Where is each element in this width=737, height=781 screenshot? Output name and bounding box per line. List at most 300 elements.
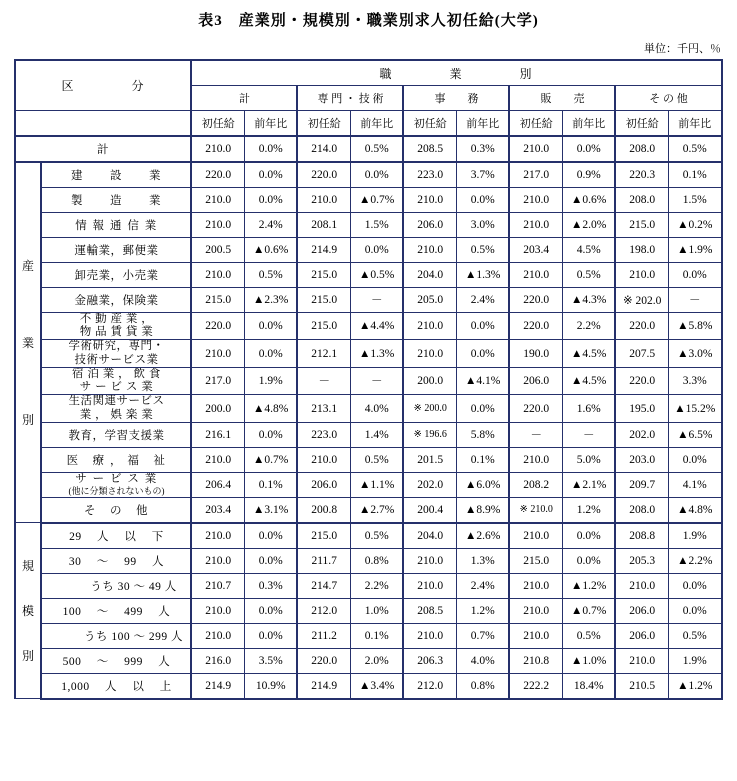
cell-value: 223.0 [297, 422, 350, 447]
cell-value: 210.0 [509, 447, 562, 472]
cell-value: 2.2% [562, 313, 615, 340]
cell-value: 4.5% [562, 238, 615, 263]
row-label-line2: 技術サービス業 [74, 353, 159, 366]
table-row-industry [15, 313, 721, 340]
cell-value: ▲2.1% [562, 472, 615, 497]
cell-value: 210.0 [191, 188, 244, 213]
cell-value: ▲0.6% [244, 238, 297, 263]
cell-value: 1.6% [562, 395, 615, 422]
table-row-industry [15, 497, 721, 523]
cell-value: 210.0 [191, 447, 244, 472]
cell-value: 1.3% [456, 548, 509, 573]
cell-value: 190.0 [509, 340, 562, 367]
cell-value: 217.0 [509, 162, 562, 188]
row-label [41, 313, 191, 340]
cell-value: 0.0% [244, 548, 297, 573]
cell-value: 210.0 [403, 238, 456, 263]
cell-value: 214.9 [191, 673, 244, 699]
cell-value: 0.5% [350, 447, 403, 472]
cell-value: 0.5% [562, 263, 615, 288]
header-col-total: 計 [191, 86, 297, 111]
cell-value: ▲3.1% [244, 497, 297, 523]
header-col-other: そ の 他 [615, 86, 721, 111]
cell-value: ※ 202.0 [615, 288, 668, 313]
row-label: 医 療 ， 福 祉 [41, 447, 191, 472]
cell-value: ▲6.0% [456, 472, 509, 497]
cell-value: 211.7 [297, 548, 350, 573]
cell-value: ▲3.4% [350, 673, 403, 699]
row-label: 29 人 以 下 [41, 523, 191, 549]
cell-value: 195.0 [615, 395, 668, 422]
cell-value: 0.0% [562, 136, 615, 162]
cell-value: 212.1 [297, 340, 350, 367]
cell-value: 220.0 [509, 288, 562, 313]
row-label-line1: 生活関連サービス [68, 395, 165, 408]
cell-value: 200.5 [191, 238, 244, 263]
cell-value: 210.0 [509, 213, 562, 238]
cell-value: 202.0 [615, 422, 668, 447]
cell-value: 0.5% [562, 623, 615, 648]
cell-value: 203.0 [615, 447, 668, 472]
cell-value: 210.0 [509, 136, 562, 162]
cell-value: ※ 196.6 [403, 422, 456, 447]
cell-value: 0.0% [244, 313, 297, 340]
cell-value: 220.3 [615, 162, 668, 188]
cell-value: ▲0.5% [350, 263, 403, 288]
cell-value: 209.7 [615, 472, 668, 497]
cell-value: 210.0 [191, 136, 244, 162]
cell-value: 0.8% [350, 548, 403, 573]
cell-value: 220.0 [191, 313, 244, 340]
cell-value: ▲1.0% [562, 648, 615, 673]
row-label-line2: 物 品 賃 貸 業 [79, 326, 154, 339]
cell-value: 0.0% [668, 573, 721, 598]
side-label-scale [15, 523, 41, 699]
cell-value: 211.2 [297, 623, 350, 648]
row-label-line2: 業 ， 娯 楽 業 [79, 408, 154, 421]
cell-value: 0.1% [668, 162, 721, 188]
cell-value: 210.0 [509, 573, 562, 598]
cell-value: 223.0 [403, 162, 456, 188]
cell-value: ▲0.7% [562, 598, 615, 623]
cell-value: 213.1 [297, 395, 350, 422]
cell-value: 206.0 [615, 598, 668, 623]
cell-value: 0.0% [562, 548, 615, 573]
cell-value: ▲1.3% [350, 340, 403, 367]
cell-value: 0.0% [350, 162, 403, 188]
table-row-scale [15, 573, 721, 598]
cell-value: 0.7% [456, 623, 509, 648]
cell-value: 0.0% [244, 136, 297, 162]
cell-value: 210.0 [615, 263, 668, 288]
side-label-char: 規 [21, 559, 35, 574]
table-row-industry [15, 263, 721, 288]
cell-value: 210.5 [615, 673, 668, 699]
cell-value: 0.0% [456, 340, 509, 367]
table-row-total [15, 136, 721, 162]
cell-value: 210.0 [403, 623, 456, 648]
cell-value: 3.5% [244, 648, 297, 673]
cell-value: 0.8% [456, 673, 509, 699]
side-label-industry [15, 162, 41, 523]
row-label: 運輸業，郵便業 [41, 238, 191, 263]
cell-value: ▲1.2% [668, 673, 721, 699]
cell-value: 206.4 [191, 472, 244, 497]
cell-value: 0.9% [562, 162, 615, 188]
cell-value: 0.5% [668, 136, 721, 162]
cell-value: 210.0 [615, 648, 668, 673]
cell-value: ▲4.5% [562, 367, 615, 394]
cell-value: 210.0 [509, 263, 562, 288]
cell-value: ▲0.7% [350, 188, 403, 213]
cell-value: 0.0% [456, 395, 509, 422]
cell-value: ▲4.8% [668, 497, 721, 523]
table-row-industry [15, 213, 721, 238]
cell-value: ▲8.9% [456, 497, 509, 523]
cell-value: 5.0% [562, 447, 615, 472]
cell-value: 0.0% [244, 340, 297, 367]
cell-value: 0.1% [350, 623, 403, 648]
header-sub-other-start: 初任給 [615, 111, 668, 137]
header-sub-total-start: 初任給 [191, 111, 244, 137]
cell-value: 220.0 [297, 648, 350, 673]
cell-value: 214.0 [297, 136, 350, 162]
cell-value: 0.0% [668, 447, 721, 472]
cell-value: 202.0 [403, 472, 456, 497]
row-label: そ の 他 [41, 497, 191, 523]
cell-value: － [350, 367, 403, 394]
table-row-industry [15, 395, 721, 422]
cell-value: 3.0% [456, 213, 509, 238]
row-label: 卸売業，小売業 [41, 263, 191, 288]
cell-value: 2.0% [350, 648, 403, 673]
cell-value: 0.0% [244, 162, 297, 188]
cell-value: 0.0% [350, 238, 403, 263]
cell-value: ▲15.2% [668, 395, 721, 422]
cell-value: ▲2.3% [244, 288, 297, 313]
row-label: 1,000 人 以 上 [41, 673, 191, 699]
table-header-row-1 [15, 60, 721, 86]
page-title: 表3 産業別・規模別・職業別求人初任給(大学) [198, 13, 539, 29]
table-row-industry [15, 288, 721, 313]
cell-value: 208.2 [509, 472, 562, 497]
cell-value: 201.5 [403, 447, 456, 472]
cell-value: 214.9 [297, 238, 350, 263]
header-sub-other-yoy: 前年比 [668, 111, 721, 137]
cell-value: 3.3% [668, 367, 721, 394]
row-label: 教育，学習支援業 [41, 422, 191, 447]
cell-value: 216.1 [191, 422, 244, 447]
cell-value: 208.8 [615, 523, 668, 549]
cell-value: ▲3.0% [668, 340, 721, 367]
header-sub-prof-yoy: 前年比 [350, 111, 403, 137]
cell-value: 220.0 [509, 395, 562, 422]
row-label [41, 340, 191, 367]
row-label [41, 395, 191, 422]
cell-value: 215.0 [297, 523, 350, 549]
cell-value: 220.0 [191, 162, 244, 188]
data-table [14, 59, 722, 700]
cell-value: ▲4.5% [562, 340, 615, 367]
cell-value: 210.0 [509, 598, 562, 623]
cell-value: 210.0 [297, 188, 350, 213]
cell-value: 220.0 [509, 313, 562, 340]
header-sub-sales-yoy: 前年比 [562, 111, 615, 137]
row-label-note: (他に分類されないもの) [68, 486, 165, 497]
row-label: 計 [15, 136, 191, 162]
row-label-line1: 学術研究，専門・ [68, 340, 165, 353]
cell-value: 208.0 [615, 497, 668, 523]
table-row-scale [15, 523, 721, 549]
cell-value: 1.2% [562, 497, 615, 523]
header-col-sales: 販 売 [509, 86, 615, 111]
cell-value: 0.0% [244, 422, 297, 447]
cell-value: 222.2 [509, 673, 562, 699]
cell-value: 210.0 [615, 573, 668, 598]
cell-value: 0.0% [244, 598, 297, 623]
cell-value: ▲6.5% [668, 422, 721, 447]
cell-value: 220.0 [615, 367, 668, 394]
table-row-industry [15, 472, 721, 497]
cell-value: 0.1% [456, 447, 509, 472]
cell-value: 210.0 [191, 213, 244, 238]
cell-value: 1.9% [244, 367, 297, 394]
cell-value: 210.0 [509, 523, 562, 549]
cell-value: ▲0.7% [244, 447, 297, 472]
row-label-line1: 不 動 産 業 ， [79, 313, 154, 325]
cell-value: 2.2% [350, 573, 403, 598]
cell-value: 210.8 [509, 648, 562, 673]
side-label-char: 業 [21, 336, 35, 351]
cell-value: ▲2.0% [562, 213, 615, 238]
cell-value: 206.0 [615, 623, 668, 648]
cell-value: 0.5% [668, 623, 721, 648]
cell-value: ▲4.1% [456, 367, 509, 394]
cell-value: 0.5% [350, 136, 403, 162]
cell-value: 210.0 [403, 188, 456, 213]
cell-value: 210.0 [191, 263, 244, 288]
side-label-char: 産 [21, 259, 35, 274]
header-section-label: 区 分 [15, 60, 191, 111]
cell-value: 206.3 [403, 648, 456, 673]
cell-value: 0.0% [244, 523, 297, 549]
cell-value: ▲4.3% [562, 288, 615, 313]
table-row-industry [15, 447, 721, 472]
header-col-clerical: 事 務 [403, 86, 509, 111]
cell-value: 0.1% [244, 472, 297, 497]
cell-value: 215.0 [297, 288, 350, 313]
row-label [41, 472, 191, 497]
row-label-line2: サ ー ビ ス 業 [79, 381, 154, 394]
cell-value: ▲1.2% [562, 573, 615, 598]
cell-value: 0.5% [244, 263, 297, 288]
cell-value: ▲0.2% [668, 213, 721, 238]
cell-value: ▲1.9% [668, 238, 721, 263]
cell-value: 4.1% [668, 472, 721, 497]
table-header-row-3 [15, 111, 721, 137]
cell-value: 0.5% [456, 238, 509, 263]
table-row-industry [15, 162, 721, 188]
cell-value: ※ 200.0 [403, 395, 456, 422]
cell-value: 215.0 [509, 548, 562, 573]
row-label: 製 造 業 [41, 188, 191, 213]
side-label-char: 別 [21, 649, 35, 664]
cell-value: 0.5% [350, 523, 403, 549]
side-label-char: 別 [21, 413, 35, 428]
cell-value: 0.3% [456, 136, 509, 162]
cell-value: 217.0 [191, 367, 244, 394]
cell-value: 210.0 [191, 548, 244, 573]
cell-value: 2.4% [244, 213, 297, 238]
cell-value: － [668, 288, 721, 313]
cell-value: 204.0 [403, 523, 456, 549]
cell-value: 210.0 [403, 573, 456, 598]
cell-value: 215.0 [297, 313, 350, 340]
cell-value: 214.9 [297, 673, 350, 699]
header-sub-sales-start: 初任給 [509, 111, 562, 137]
cell-value: 0.0% [244, 623, 297, 648]
cell-value: 1.0% [350, 598, 403, 623]
cell-value: － [350, 288, 403, 313]
cell-value: 210.0 [403, 548, 456, 573]
cell-value: 0.0% [456, 188, 509, 213]
cell-value: 1.4% [350, 422, 403, 447]
cell-value: 1.9% [668, 648, 721, 673]
cell-value: ▲2.6% [456, 523, 509, 549]
cell-value: 206.0 [297, 472, 350, 497]
cell-value: 208.0 [615, 136, 668, 162]
row-label: 100 ～ 499 人 [41, 598, 191, 623]
cell-value: 5.8% [456, 422, 509, 447]
table-row-industry [15, 238, 721, 263]
cell-value: ▲1.3% [456, 263, 509, 288]
cell-value: 200.4 [403, 497, 456, 523]
row-label: 30 ～ 99 人 [41, 548, 191, 573]
cell-value: 210.0 [403, 340, 456, 367]
row-label: 金融業，保険業 [41, 288, 191, 313]
unit-note: 単位：千円、％ [644, 43, 721, 55]
cell-value: 210.0 [297, 447, 350, 472]
row-label: うち 30 ～ 49 人 [41, 573, 191, 598]
cell-value: 206.0 [403, 213, 456, 238]
header-sub-cler-start: 初任給 [403, 111, 456, 137]
cell-value: 203.4 [191, 497, 244, 523]
cell-value: 215.0 [191, 288, 244, 313]
cell-value: ※ 210.0 [509, 497, 562, 523]
cell-value: 207.5 [615, 340, 668, 367]
cell-value: ▲4.4% [350, 313, 403, 340]
cell-value: ▲1.1% [350, 472, 403, 497]
cell-value: － [562, 422, 615, 447]
row-label-line1: サ ー ビ ス 業 [75, 472, 158, 485]
cell-value: 200.8 [297, 497, 350, 523]
cell-value: 0.0% [668, 598, 721, 623]
cell-value: 210.0 [191, 623, 244, 648]
cell-value: 0.0% [244, 188, 297, 213]
cell-value: 1.2% [456, 598, 509, 623]
row-label-line1: 宿 泊 業 ， 飲 食 [72, 367, 161, 380]
table-row-industry [15, 367, 721, 394]
cell-value: 1.9% [668, 523, 721, 549]
cell-value: 214.7 [297, 573, 350, 598]
row-label [41, 367, 191, 394]
header-group-label: 職 業 別 [191, 60, 721, 86]
cell-value: 205.0 [403, 288, 456, 313]
cell-value: 220.0 [615, 313, 668, 340]
cell-value: 210.0 [191, 340, 244, 367]
header-sub-total-yoy: 前年比 [244, 111, 297, 137]
side-label-char: 模 [21, 604, 35, 619]
header-sub-cler-yoy: 前年比 [456, 111, 509, 137]
cell-value: 0.0% [562, 523, 615, 549]
row-label: 建 設 業 [41, 162, 191, 188]
cell-value: 205.3 [615, 548, 668, 573]
cell-value: 1.5% [350, 213, 403, 238]
cell-value: 210.0 [509, 623, 562, 648]
header-sub-prof-start: 初任給 [297, 111, 350, 137]
cell-value: 0.3% [244, 573, 297, 598]
cell-value: ▲2.7% [350, 497, 403, 523]
cell-value: 0.0% [456, 313, 509, 340]
cell-value: 18.4% [562, 673, 615, 699]
table-row-industry [15, 422, 721, 447]
cell-value: 220.0 [297, 162, 350, 188]
cell-value: ▲5.8% [668, 313, 721, 340]
cell-value: 200.0 [403, 367, 456, 394]
cell-value: 210.0 [403, 313, 456, 340]
cell-value: 210.7 [191, 573, 244, 598]
cell-value: 4.0% [350, 395, 403, 422]
row-label: 情 報 通 信 業 [41, 213, 191, 238]
header-blank [15, 111, 191, 137]
cell-value: 208.0 [615, 188, 668, 213]
cell-value: 200.0 [191, 395, 244, 422]
cell-value: 210.0 [509, 188, 562, 213]
table-row-scale [15, 673, 721, 699]
cell-value: 215.0 [615, 213, 668, 238]
table-row-scale [15, 548, 721, 573]
cell-value: 216.0 [191, 648, 244, 673]
cell-value: 198.0 [615, 238, 668, 263]
cell-value: 206.0 [509, 367, 562, 394]
cell-value: 203.4 [509, 238, 562, 263]
row-label: 500 ～ 999 人 [41, 648, 191, 673]
cell-value: 10.9% [244, 673, 297, 699]
table-row-industry [15, 188, 721, 213]
cell-value: ▲2.2% [668, 548, 721, 573]
cell-value: ▲4.8% [244, 395, 297, 422]
cell-value: ▲0.6% [562, 188, 615, 213]
cell-value: 212.0 [297, 598, 350, 623]
row-label: うち 100 ～ 299 人 [41, 623, 191, 648]
cell-value: 212.0 [403, 673, 456, 699]
cell-value: 208.1 [297, 213, 350, 238]
cell-value: － [509, 422, 562, 447]
table-row-scale [15, 648, 721, 673]
cell-value: 208.5 [403, 598, 456, 623]
cell-value: － [297, 367, 350, 394]
cell-value: 215.0 [297, 263, 350, 288]
cell-value: 2.4% [456, 288, 509, 313]
cell-value: 208.5 [403, 136, 456, 162]
cell-value: 0.0% [668, 263, 721, 288]
cell-value: 1.5% [668, 188, 721, 213]
table-row-scale [15, 623, 721, 648]
cell-value: 204.0 [403, 263, 456, 288]
table-row-industry [15, 340, 721, 367]
cell-value: 210.0 [191, 598, 244, 623]
cell-value: 2.4% [456, 573, 509, 598]
